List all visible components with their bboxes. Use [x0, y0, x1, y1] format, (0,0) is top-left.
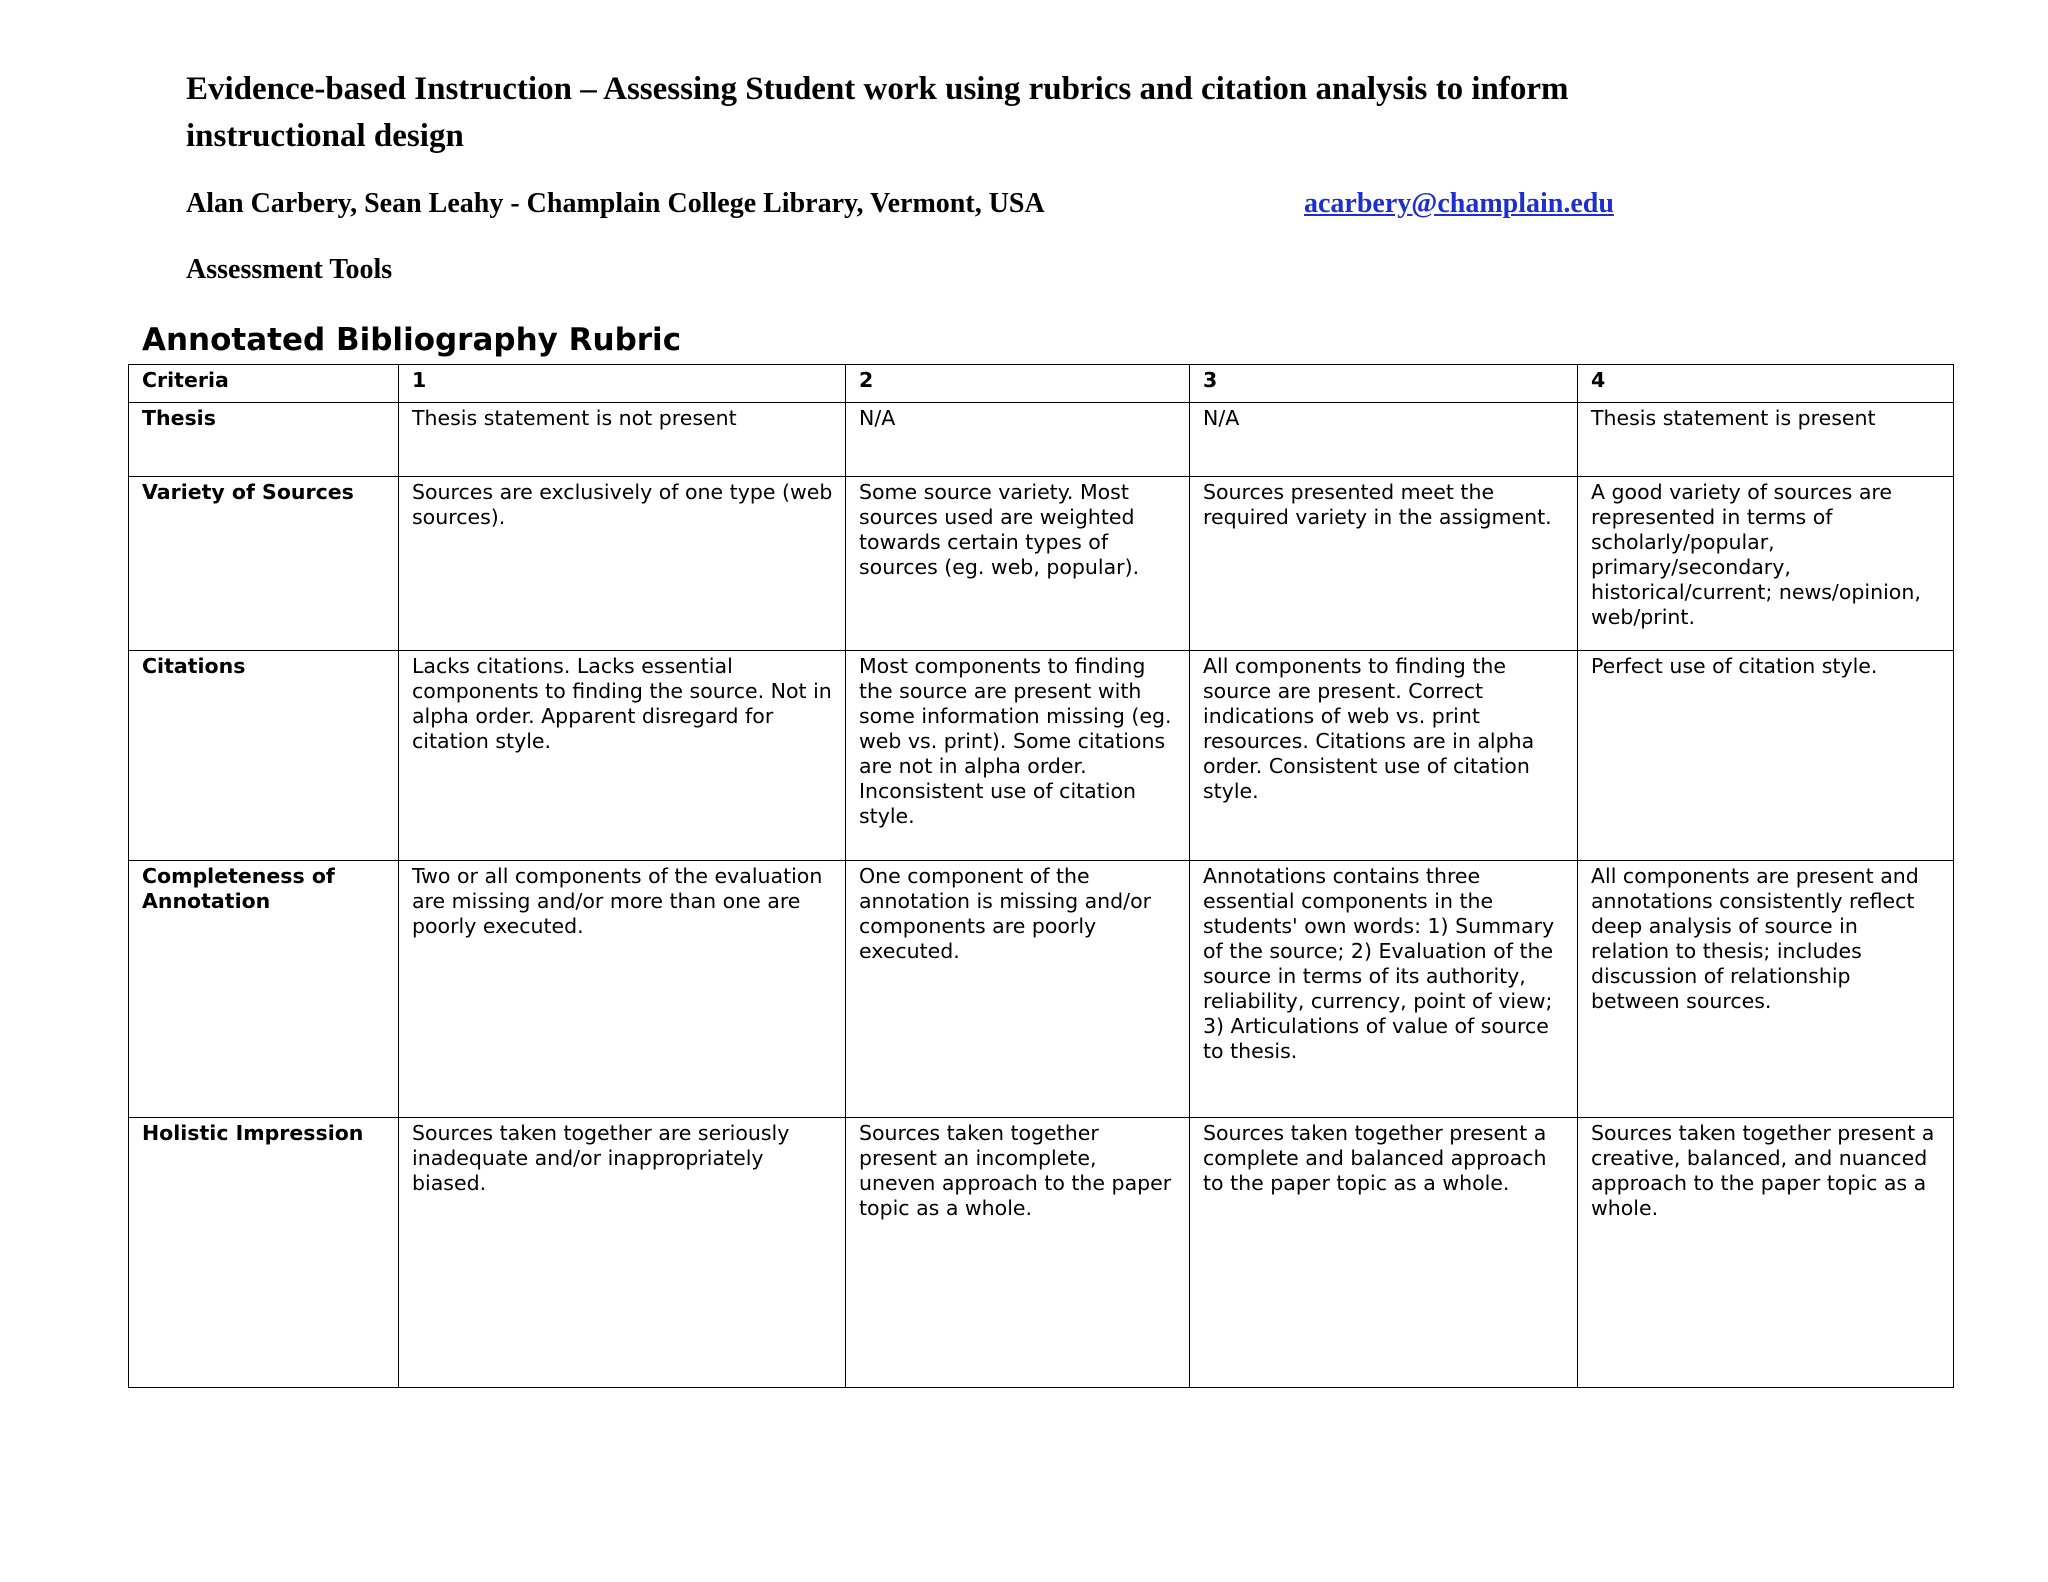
column-header-score-4: 4: [1578, 365, 1954, 403]
table-cell: Two or all components of the evaluation are missing and/or more than one are poorly executed.: [399, 861, 846, 1118]
table-cell: Thesis statement is present: [1578, 403, 1954, 477]
column-header-criteria: Criteria: [129, 365, 399, 403]
table-cell: Sources taken together present a creative, balanced, and nuanced approach to the paper topic as a whole.: [1578, 1118, 1954, 1388]
table-row: [129, 861, 1954, 1118]
table-row: [129, 651, 1954, 861]
criterion-cell: Citations: [129, 651, 399, 861]
table-row: [129, 1118, 1954, 1388]
table-cell: Most components to finding the source are present with some information missing (eg. web vs. print). Some citations are not in alpha order. Inconsistent use of citation style.: [846, 651, 1190, 861]
table-cell: Annotations contains three essential components in the students' own words: 1) Summary of the source; 2) Evaluation of the source in terms of its authority, reliability, currency, point of view; 3) Articulations of value of source to thesis.: [1190, 861, 1578, 1118]
document-header: [186, 66, 1746, 285]
authors-line: [186, 186, 1746, 222]
table-cell: All components to finding the source are present. Correct indications of web vs. print resources. Citations are in alpha order. Consistent use of citation style.: [1190, 651, 1578, 861]
criterion-cell: Thesis: [129, 403, 399, 477]
table-cell: All components are present and annotations consistently reflect deep analysis of source in relation to thesis; includes discussion of relationship between sources.: [1578, 861, 1954, 1118]
table-cell: N/A: [846, 403, 1190, 477]
email-link[interactable]: acarbery@champlain.edu: [1304, 188, 1614, 219]
table-cell: Perfect use of citation style.: [1578, 651, 1954, 861]
table-cell: N/A: [1190, 403, 1578, 477]
rubric-title: Annotated Bibliography Rubric: [142, 322, 682, 358]
table-cell: Sources presented meet the required variety in the assigment.: [1190, 477, 1578, 651]
table-cell: Thesis statement is not present: [399, 403, 846, 477]
table-cell: A good variety of sources are represented in terms of scholarly/popular, primary/secondary, historical/current; news/opinion, web/print.: [1578, 477, 1954, 651]
rubric-table: [128, 364, 1954, 1388]
criterion-cell: Completeness of Annotation: [129, 861, 399, 1118]
column-header-score-2: 2: [846, 365, 1190, 403]
table-cell: Sources taken together present a complete and balanced approach to the paper topic as a whole.: [1190, 1118, 1578, 1388]
authors-affiliation: Alan Carbery, Sean Leahy - Champlain College Library, Vermont, USA: [186, 188, 1045, 219]
table-cell: Sources taken together are seriously inadequate and/or inappropriately biased.: [399, 1118, 846, 1388]
table-row: [129, 403, 1954, 477]
table-cell: Lacks citations. Lacks essential components to finding the source. Not in alpha order. Apparent disregard for citation style.: [399, 651, 846, 861]
document-title: Evidence-based Instruction – Assessing Student work using rubrics and citation analysis to inform instructional design: [186, 71, 1569, 154]
table-cell: Sources are exclusively of one type (web sources).: [399, 477, 846, 651]
table-row: [129, 477, 1954, 651]
criterion-cell: Holistic Impression: [129, 1118, 399, 1388]
column-header-score-3: 3: [1190, 365, 1578, 403]
table-cell: Some source variety. Most sources used are weighted towards certain types of sources (eg. web, popular).: [846, 477, 1190, 651]
criterion-cell: Variety of Sources: [129, 477, 399, 651]
table-cell: One component of the annotation is missing and/or components are poorly executed.: [846, 861, 1190, 1118]
table-cell: Sources taken together present an incomplete, uneven approach to the paper topic as a whole.: [846, 1118, 1190, 1388]
section-label: Assessment Tools: [186, 254, 393, 285]
column-header-score-1: 1: [399, 365, 846, 403]
table-header-row: [129, 365, 1954, 403]
